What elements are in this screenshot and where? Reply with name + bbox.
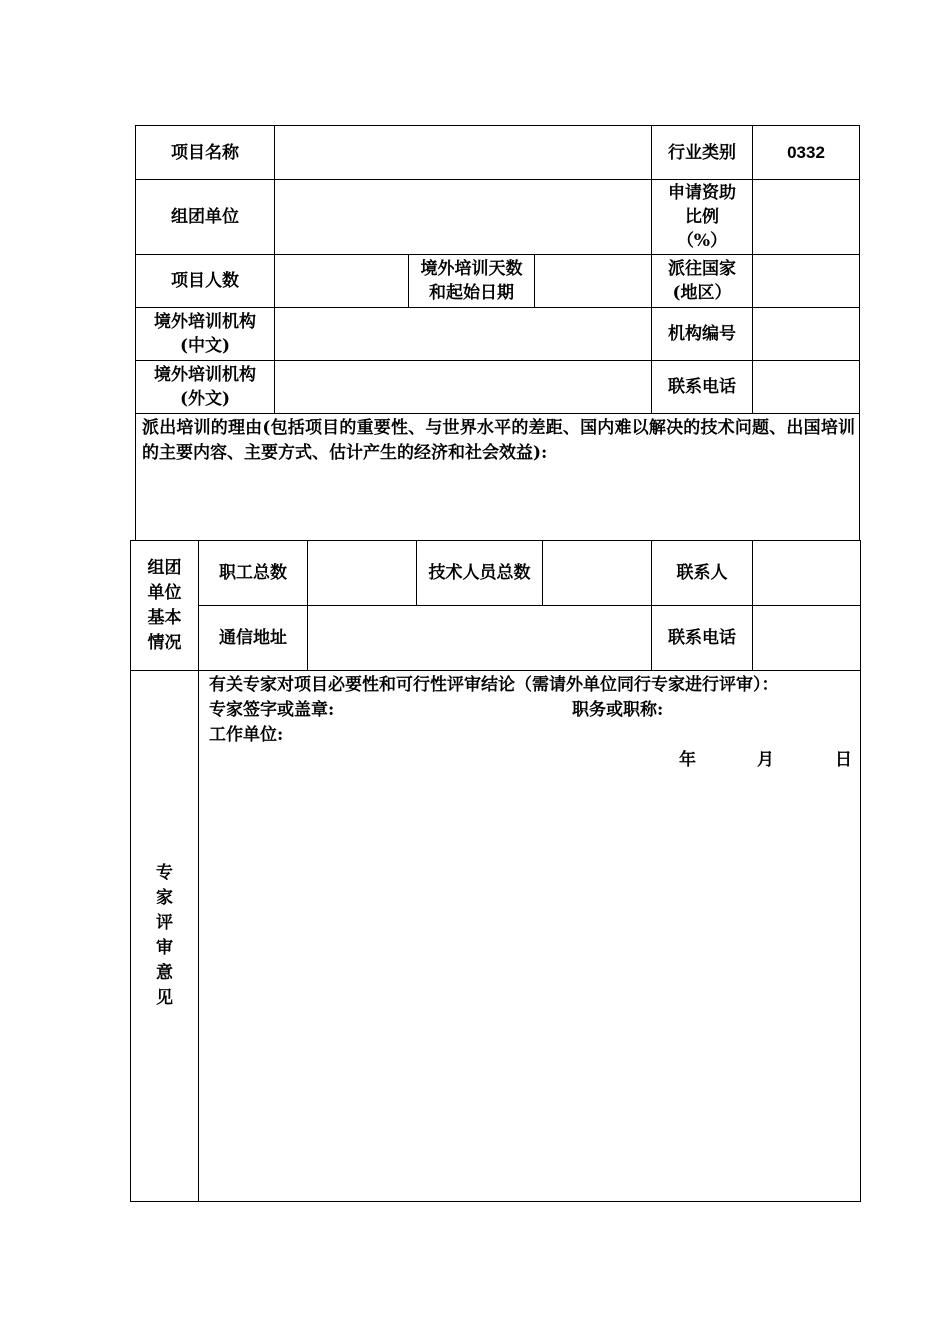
- headcount-field[interactable]: [275, 255, 409, 308]
- address-field[interactable]: [308, 606, 652, 671]
- org-and-review-table: [130, 540, 861, 1202]
- training-days-field[interactable]: [535, 255, 652, 308]
- industry-value[interactable]: 0332: [753, 126, 860, 180]
- destination-country-field[interactable]: [753, 255, 860, 308]
- phone-field[interactable]: [753, 361, 860, 414]
- staff-total-field[interactable]: [308, 541, 417, 606]
- tech-staff-total-label: 技术人员总数: [417, 541, 543, 606]
- expert-signature-label: 专家签字或盖章:: [209, 700, 335, 720]
- expert-title-label: 职务或职称:: [572, 700, 664, 720]
- application-form-table: [135, 125, 860, 541]
- training-days-label: 境外培训天数 和起始日期: [409, 255, 535, 308]
- project-name-field[interactable]: [275, 126, 652, 180]
- work-unit-label: 工作单位:: [209, 725, 284, 745]
- funding-ratio-field[interactable]: [753, 180, 860, 255]
- org-unit-label: 组团单位: [136, 180, 275, 255]
- tech-staff-total-field[interactable]: [543, 541, 652, 606]
- institution-number-label: 机构编号: [652, 308, 753, 361]
- project-name-label: 项目名称: [136, 126, 275, 180]
- institution-cn-field[interactable]: [275, 308, 652, 361]
- industry-label: 行业类别: [652, 126, 753, 180]
- headcount-label: 项目人数: [136, 255, 275, 308]
- training-reason-field[interactable]: [136, 414, 860, 541]
- contact-person-field[interactable]: [753, 541, 861, 606]
- phone-label: 联系电话: [652, 361, 753, 414]
- funding-ratio-label: 申请资助 比例 （%）: [652, 180, 753, 255]
- institution-cn-label: 境外培训机构 (中文): [136, 308, 275, 361]
- expert-review-field[interactable]: [199, 671, 861, 1202]
- address-label: 通信地址: [199, 606, 308, 671]
- institution-number-field[interactable]: [753, 308, 860, 361]
- org-phone-label: 联系电话: [652, 606, 753, 671]
- year-label: 年: [679, 750, 696, 770]
- contact-person-label: 联系人: [652, 541, 753, 606]
- training-reason-label: 派出培训的理由(包括项目的重要性、与世界水平的差距、国内难以解决的技术问题、出国培训的主要内容、主要方式、估计产生的经济和社会效益):: [142, 418, 856, 463]
- staff-total-label: 职工总数: [199, 541, 308, 606]
- org-phone-field[interactable]: [753, 606, 861, 671]
- review-conclusion-label: 有关专家对项目必要性和可行性评审结论（需请外单位同行专家进行评审）：: [209, 675, 779, 695]
- day-label: 日: [835, 750, 852, 770]
- org-unit-field[interactable]: [275, 180, 652, 255]
- institution-foreign-label: 境外培训机构 (外文): [136, 361, 275, 414]
- destination-country-label: 派往国家 (地区）: [652, 255, 753, 308]
- month-label: 月: [757, 750, 774, 770]
- institution-foreign-field[interactable]: [275, 361, 652, 414]
- expert-review-side-label: 专 家 评 审 意 见: [131, 671, 199, 1202]
- org-basic-info-side-label: 组团 单位 基本 情况: [131, 541, 199, 671]
